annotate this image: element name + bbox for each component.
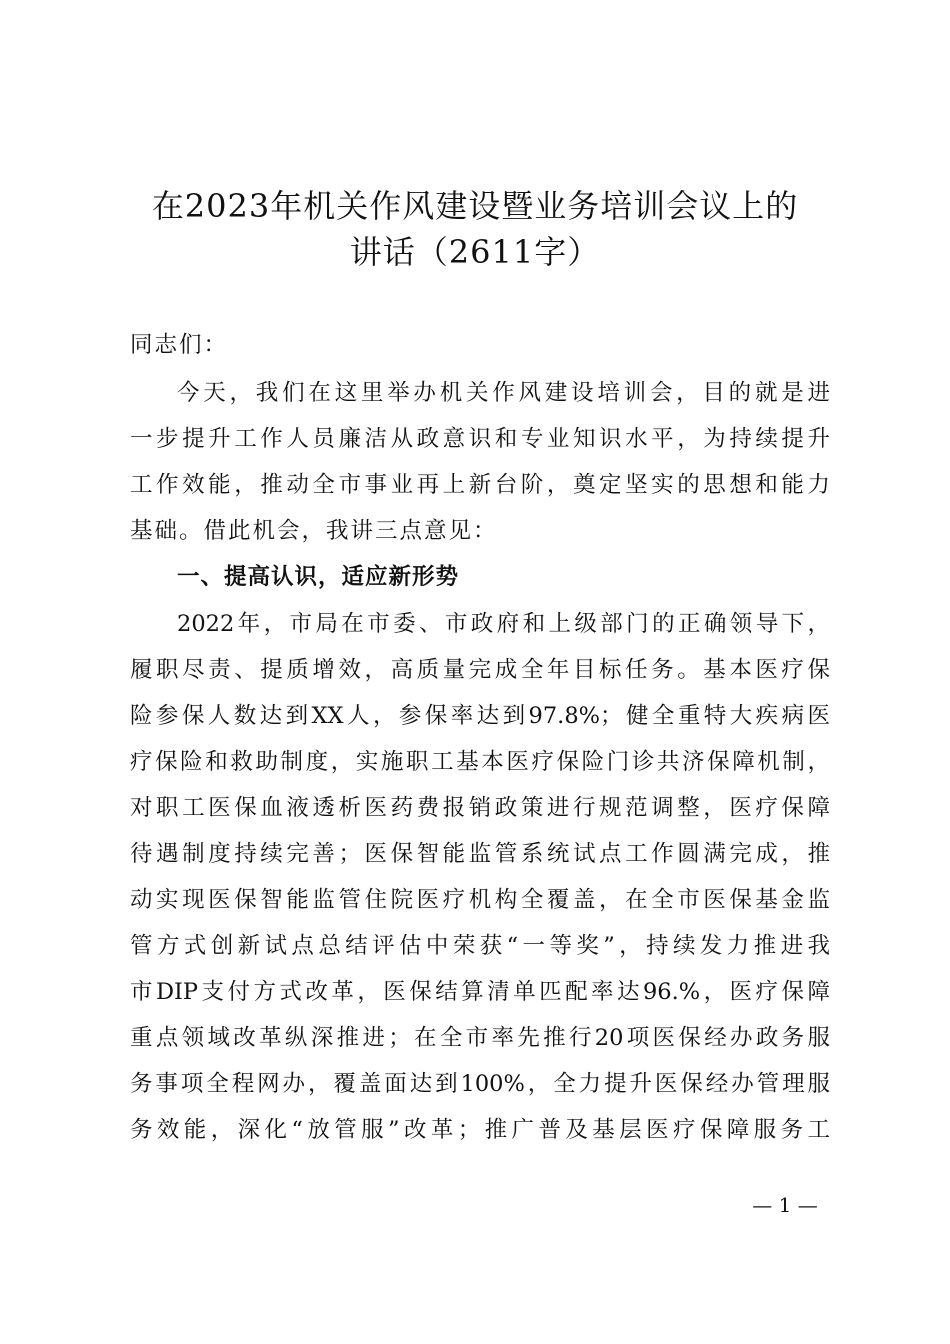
body-line-6: 待遇制度持续完善；医保智能监管系统试点工作圆满完成，推 [130, 841, 830, 867]
section-heading-1: 一、提高认识，适应新形势 [177, 564, 460, 590]
body-line-9: 市DIP支付方式改革，医保结算清单匹配率达96.%，医疗保障 [130, 979, 830, 1005]
intro-line-3: 工作效能，推动全市事业再上新台阶，奠定坚实的思想和能力 [130, 472, 830, 498]
intro-line-1: 今天，我们在这里举办机关作风建设培训会，目的就是进 [177, 380, 830, 406]
body-line-1: 2022年，市局在市委、市政府和上级部门的正确领导下， [177, 611, 830, 637]
body-line-10: 重点领域改革纵深推进；在全市率先推行20项医保经办政务服 [130, 1025, 830, 1051]
document-title-line-1: 在2023年机关作风建设暨业务培训会议上的 [151, 187, 799, 225]
intro-line-2: 一步提升工作人员廉洁从政意识和专业知识水平，为持续提升 [130, 426, 830, 452]
body-line-12: 务效能，深化“放管服”改革；推广普及基层医疗保障服务工 [130, 1117, 830, 1143]
body-line-5: 对职工医保血液透析医药费报销政策进行规范调整，医疗保障 [130, 795, 830, 821]
salutation: 同志们： [130, 332, 229, 358]
body-line-8: 管方式创新试点总结评估中荣获“一等奖”，持续发力推进我 [130, 933, 830, 959]
document-title-line-2: 讲话（2611字） [349, 233, 601, 271]
intro-line-4: 基础。借此机会，我讲三点意见： [130, 518, 498, 544]
body-line-4: 疗保险和救助制度，实施职工基本医疗保险门诊共济保障机制， [130, 749, 830, 775]
body-line-3: 险参保人数达到XX人，参保率达到97.8%；健全重特大疾病医 [130, 703, 830, 729]
page-number: — 1 — [752, 1193, 818, 1217]
body-line-2: 履职尽责、提质增效，高质量完成全年目标任务。基本医疗保 [130, 657, 830, 683]
body-line-7: 动实现医保智能监管住院医疗机构全覆盖，在全市医保基金监 [130, 887, 830, 913]
body-line-11: 务事项全程网办，覆盖面达到100%，全力提升医保经办管理服 [130, 1071, 830, 1097]
